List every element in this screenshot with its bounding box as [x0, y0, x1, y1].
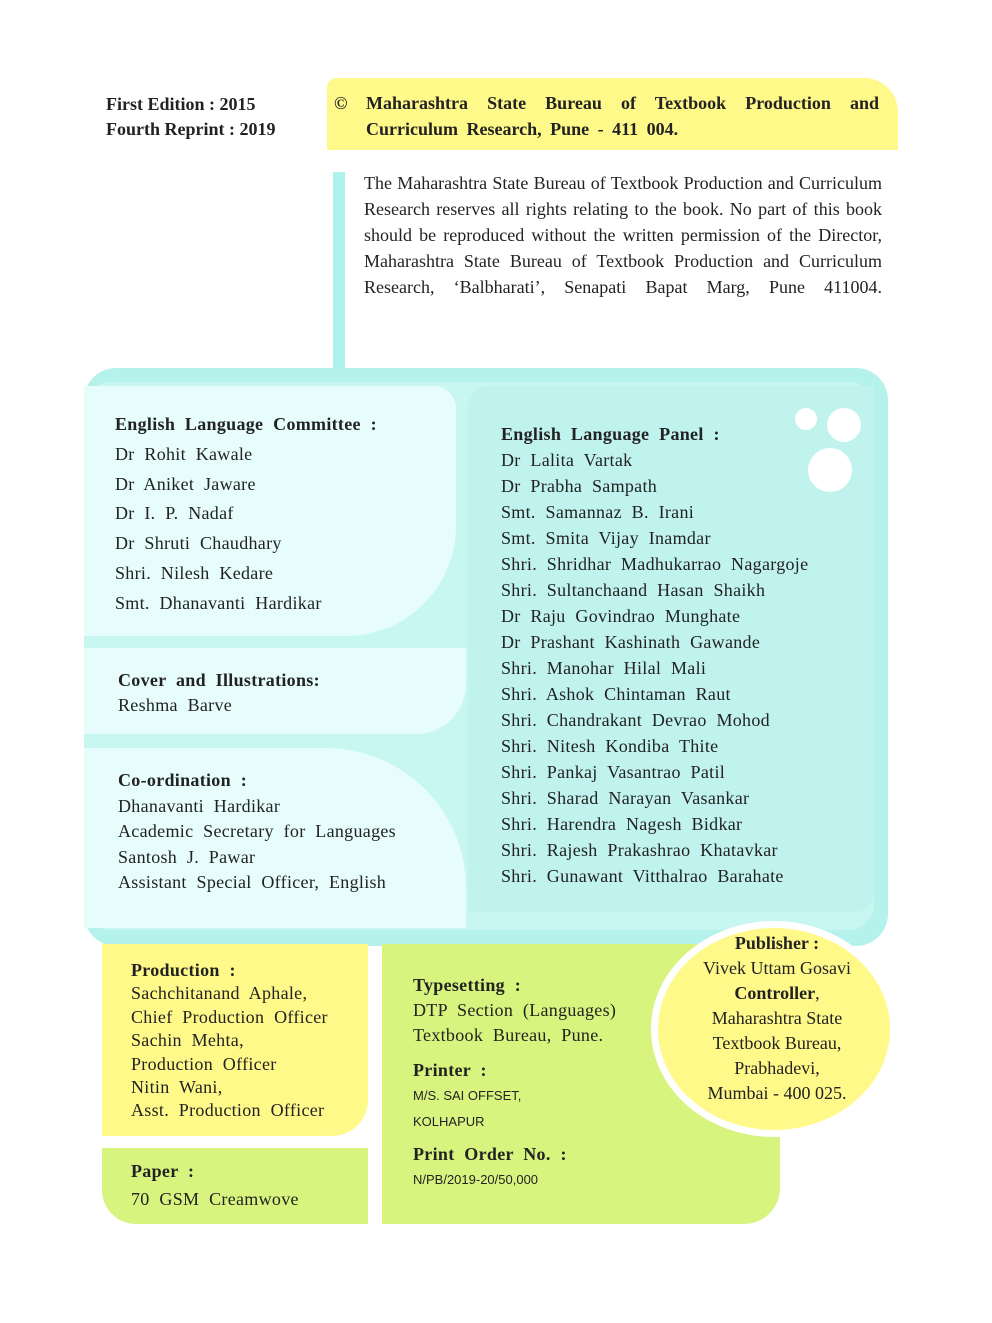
coordination-heading: Co-ordination : [118, 770, 248, 790]
list-item: Shri. Manohar Hilal Mali [501, 658, 707, 678]
list-item: Assistant Special Officer, English [118, 872, 387, 892]
list-item: Dr Aniket Jaware [115, 473, 256, 494]
rights-paragraph: The Maharashtra State Bureau of Textbook Production and Curriculum Research reserves all rights relating to the book. No part of this book should be reproduced without the written permission of the Director, Maharashtra State Bureau of Textbook Production and Curriculum Research, ‘Balbharati’, Senapati Bapat Marg, Pune 411004. [364, 173, 882, 297]
bubble-decoration-icon [827, 408, 861, 442]
list-item: M/S. SAI OFFSET, [413, 1088, 522, 1103]
list-item: Dr Prabha Sampath [501, 476, 658, 496]
list-item: DTP Section (Languages) [413, 1000, 617, 1020]
list-item: Sachin Mehta, [131, 1030, 244, 1051]
coordination-section [118, 768, 396, 896]
list-item: KOLHAPUR [413, 1114, 485, 1129]
controller-line [666, 981, 888, 1006]
list-item: Dr Lalita Vartak [501, 450, 633, 470]
typesetting-section [413, 973, 616, 1048]
committee-section [115, 410, 377, 619]
controller-label: Controller [734, 983, 816, 1003]
list-item: Smt. Smita Vijay Inamdar [501, 528, 711, 548]
language-panel-section [501, 421, 808, 889]
list-item: Smt. Dhanavanti Hardikar [115, 592, 322, 613]
list-item: Shri. Nilesh Kedare [115, 562, 274, 583]
committee-heading: English Language Committee : [115, 414, 377, 434]
fourth-reprint: Fourth Reprint : 2019 [106, 119, 276, 139]
list-item: Dr Shruti Chaudhary [115, 533, 282, 554]
printer-section [413, 1057, 521, 1135]
list-item: Dr Raju Govindrao Munghate [501, 606, 741, 626]
paper-heading: Paper : [131, 1161, 195, 1181]
list-item: Textbook Bureau, [712, 1033, 842, 1053]
list-item: Mumbai - 400 025. [707, 1083, 847, 1103]
copyright-notice [334, 90, 879, 142]
list-item: Shri. Sultanchaand Hasan Shaikh [501, 580, 766, 600]
vertical-accent-bar [333, 172, 345, 372]
list-item: Textbook Bureau, Pune. [413, 1025, 604, 1045]
list-item: Shri. Sharad Narayan Vasankar [501, 788, 750, 808]
typesetting-heading: Typesetting : [413, 975, 522, 995]
list-item: Shri. Pankaj Vasantrao Patil [501, 762, 726, 782]
list-item: Prabhadevi, [734, 1058, 820, 1078]
list-item: Nitin Wani, [131, 1077, 223, 1098]
list-item: Dr Prashant Kashinath Gawande [501, 632, 761, 652]
list-item: Dhanavanti Hardikar [118, 795, 281, 816]
list-item: Shri. Harendra Nagesh Bidkar [501, 814, 743, 834]
production-section [131, 959, 328, 1123]
list-item: Shri. Chandrakant Devrao Mohod [501, 710, 770, 730]
print-order-section [413, 1141, 567, 1193]
copyright-icon: © [334, 93, 348, 113]
cover-heading: Cover and Illustrations: [118, 670, 320, 690]
printer-heading: Printer : [413, 1060, 487, 1080]
list-item: Shri. Ashok Chintaman Raut [501, 684, 731, 704]
panel-heading: English Language Panel : [501, 424, 720, 444]
first-edition: First Edition : 2015 [106, 94, 256, 114]
list-item: Chief Production Officer [131, 1006, 328, 1027]
controller-comma: , [815, 983, 820, 1003]
publisher-section [666, 931, 888, 1106]
print-order-heading: Print Order No. : [413, 1144, 567, 1164]
production-heading: Production : [131, 960, 236, 980]
list-item: Maharashtra State [711, 1008, 843, 1028]
list-item: Shri. Rajesh Prakashrao Khatavkar [501, 840, 778, 860]
paper-section [131, 1157, 299, 1213]
list-item: Shri. Gunawant Vitthalrao Barahate [501, 866, 784, 886]
list-item: Dr I. P. Nadaf [115, 503, 234, 524]
print-order-value: N/PB/2019-20/50,000 [413, 1172, 539, 1187]
edition-info [106, 92, 276, 142]
list-item: Production Officer [131, 1053, 277, 1074]
list-item: Sachchitanand Aphale, [131, 983, 308, 1004]
paper-value: 70 GSM Creamwove [131, 1189, 299, 1209]
copyright-text: Maharashtra State Bureau of Textbook Production and Curriculum Research, Pune - 411 004. [366, 93, 879, 139]
list-item: Academic Secretary for Languages [118, 821, 396, 841]
list-item: Smt. Samannaz B. Irani [501, 502, 695, 522]
list-item: Asst. Production Officer [131, 1100, 325, 1121]
publisher-name: Vivek Uttam Gosavi [703, 958, 851, 978]
list-item: Dr Rohit Kawale [115, 443, 253, 464]
list-item: Santosh J. Pawar [118, 846, 256, 867]
list-item: Shri. Shridhar Madhukarrao Nagargoje [501, 554, 809, 574]
bubble-decoration-icon [808, 448, 852, 492]
cover-section [118, 668, 320, 718]
list-item: Shri. Nitesh Kondiba Thite [501, 736, 719, 756]
list-item: Reshma Barve [118, 695, 233, 715]
publisher-heading: Publisher : [734, 933, 820, 953]
